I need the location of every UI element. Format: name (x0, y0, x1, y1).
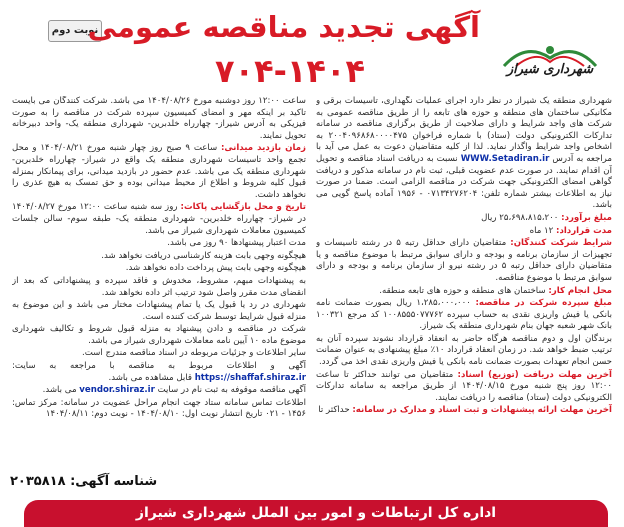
submit-text: حداکثر تا (318, 405, 350, 416)
submit-paragraph (316, 405, 612, 417)
ad-identifier-value: ۲۰۳۵۸۱۸ (10, 474, 66, 489)
page-title: آگهی تجدید مناقصه عمومی (87, 10, 480, 44)
location-label: محل انجام کار: (548, 285, 612, 296)
note-invalid-bids: به پیشنهادات مبهم، مشروط، مخدوش و فاقد سپرده و پیشنهاداتی که بعد از انقضای مدت مقرر واصل شود ترتیب اثر داده نخواهد شد. (12, 275, 306, 298)
visit-paragraph (12, 143, 306, 201)
note-vendor-tail: می باشد. (42, 385, 77, 396)
submit-label: آخرین مهلت ارائه پیشنهادات و ثبت اسناد و مدارک در سامانه: (352, 405, 612, 416)
note-vendor (12, 385, 306, 397)
duration-label: مدت قرارداد: (556, 225, 612, 236)
second-round-badge: نوبت دوم (48, 20, 102, 42)
contact-paragraph: اطلاعات تماس سامانه ستاد جهت انجام مراحل عضویت در سامانه: مرکز تماس: ۱۴۵۶ - ۰۲۱ تاریخ انتشار نوبت اول: ۱۴۰۴/۰۸/۱۰ - نوبت دوم: ۱۴۰۴/۰۸/۱۱ (12, 397, 306, 420)
guarantee-text: ۱،۲۸۵،۰۰۰،۰۰۰ ریال بصورت ضمانت نامه بانکی یا فیش واریزی نقدی به حساب سپرده ۱۰۰۸۵۵۵۰۷۷۷۶۲ کد مرجع ۱۰۰۳۲۱ بانک شهر شعبه جهان بنام شهرداری منطقه یک شیراز. (316, 298, 612, 332)
visit-label: زمان بازدید میدانی: (221, 143, 306, 154)
note-validity: مدت اعتبار پیشنهادها ۹۰ روز می باشد. (167, 238, 306, 249)
budget-value: ۲۵،۶۹۸،۸۱۵،۲۰۰ ریال (481, 212, 559, 223)
submit-continuation: ساعت ۱۲:۰۰ روز دوشنبه مورخ ۱۴۰۴/۰۸/۲۶ می باشد. شرکت کنندگان می بایست تاکید بر اینکه مهر و امضای کمیسیون سپرده شرکت در مناقصه را به صورت فیزیکی به آدرس شیراز- چهارراه خلدبرین- شهرداری منطقه یک- واحد دبیرخانه تحویل نمایند. (12, 96, 306, 141)
budget-label: مبلغ برآورد: (561, 212, 612, 223)
visit-text: ساعت ۹ صبح روز چهار شنبه مورخ ۱۴۰۴/۰۸/۲۱ و محل تجمع واحد تاسیسات شهرداری منطقه یک واقع در شیراز- چهارراه خلدبرین- شهرداری منطقه یک می باشد. عدم حضور در بازدید میدانی، برای پیمانکار بمنزله قبول کلیه شروط و اطلاع از محیط میدانی بوده و حق تمسک به هیچ عذری را نخواهد داشت. (12, 143, 306, 200)
note-municipality-rights: شهرداری در رد یا قبول یک یا تمام پیشنهادات مختار می باشد و این موضوع به منزله قبول شرایط توسط شرکت کننده است. (12, 300, 306, 322)
note-prepayment: هیچگونه وجهی بابت پیش پرداخت داده نخواهد شد. (125, 263, 306, 274)
note-vendor-label: آگهی مناقصه موقوفه به ثبت نام در سایت (157, 385, 306, 396)
opening-paragraph (12, 202, 306, 237)
footer-text: اداره کل ارتباطات و امور بین الملل شهرداری شیراز (135, 505, 497, 521)
tender-number: ۷۰۴-۱۴۰۴ (215, 52, 365, 90)
guarantee-paragraph (316, 298, 612, 333)
shaffaf-link[interactable]: https://shaffaf.shiraz.ir (194, 372, 306, 383)
note-other-info: سایر اطلاعات و جزئیات مربوطه در اسناد مناقصه مندرج است. (82, 348, 306, 359)
deadline-paragraph (316, 370, 612, 405)
intro-text-2: نسبت به دریافت اسناد مناقصه و تحویل آن اقدام نمایند. در صورت عدم عضویت قبلی، ثبت نام در سامانه مذکور و دریافت گواهی امضای الکترونیکی جهت شرکت در مناقصه الزامی است. ضمنا در صورت نیاز به اطلاعات بیشتر شماره تلفن: ۰۷۱۳۴۲۷۶۲۰۴ - ۱۹۵۶ آماده پاسخ گویی می باشد. (316, 153, 612, 211)
header (0, 0, 624, 94)
setad-website-link[interactable]: WWW.Setadiran.ir (460, 153, 550, 164)
budget-line (316, 213, 612, 225)
conditions-text: متقاضیان دارای حداقل رتبه ۵ در رشته تاسیسات و تجهیزات از سازمان برنامه و بودجه و دارای سوابق مرتبط با موضوع مناقصه و یا متقاضیان دارای حداقل رتبه ۵ در رشته نیرو از سازمان برنامه و بودجه و دارای سوابق مرتبط با موضوع مناقصه. (316, 238, 612, 283)
guarantee-label: مبلغ سپرده شرکت در مناقصه: (475, 298, 612, 309)
deadline-text: متقاضیان می توانند حداکثر تا ساعت ۱۲:۰۰ روز پنج شنبه مورخ ۱۴۰۴/۰۸/۱۵ از طریق مراجعه به سامانه تدارکات الکترونیکی دولت (ستاد) مناقصه را دریافت نمایند. (316, 369, 612, 403)
duration-line (316, 226, 612, 238)
logo-caption: شهرداری شیراز (506, 62, 594, 77)
right-column (316, 96, 612, 494)
terms-paragraph: برندگان اول و دوم مناقصه هرگاه حاضر به انعقاد قرارداد نشوند سپرده آنان به ترتیب ضبط خواهد شد. در زمان انعقاد قرارداد ۱۰٪ مبلغ پیشنهادی به عنوان ضمانت حسن انجام تعهدات بصورت ضمانت نامه بانکی یا فیش واریزی نقدی اخذ می گردد. (316, 333, 612, 368)
note-acceptance: شرکت در مناقصه و دادن پیشنهاد به منزله قبول شروط و تکالیف شهرداری موضوع ماده ۱۰ آیین نامه معاملات شهرداری شیراز می باشد. (12, 324, 306, 346)
opening-label: تاریخ و محل بازگشایی پاکات: (180, 202, 306, 213)
ad-identifier-label: شناسه آگهی: (70, 474, 158, 489)
intro-paragraph (316, 96, 612, 212)
intro-text: شهرداری منطقه یک شیراز در نظر دارد اجرای عملیات نگهداری، تاسیسات برقی و مکانیکی ساختمان های منطقه و حوزه های تابعه را از طریق مناقصه عمومی به شرکت های واجد شرایط و دارای صلاحیت از طریق برگزاری مناقصه در سامانه تدارکات الکترونیکی دولت (ستاد) با شماره فراخوان ۲۰۰۴۰۹۶۸۶۸۰۰۰۰۴۷۵ به اشخاص واجد شرایط واگذار نماید. لذا از کلیه متقاضیان دعوت به عمل می آید با مراجعه به آدرس (316, 96, 612, 164)
note-shaffaf-label: آگهی و اطلاعات مربوط به مناقصه با مراجعه به سایت: (12, 361, 306, 372)
deadline-label: آخرین مهلت دریافت (توزیع) اسناد: (457, 369, 612, 380)
opening-text: روز سه شنبه ساعت ۱۲:۰۰ مورخ ۱۴۰۴/۰۸/۲۷ در شیراز- چهارراه خلدبرین- شهرداری منطقه یک- طبقه سوم- سالن جلسات کمیسیون معاملات شهرداری شیراز می باشد. (12, 202, 306, 236)
footer-banner (24, 500, 608, 527)
conditions-paragraph (316, 238, 612, 284)
duration-value: ۱۲ ماه (529, 225, 554, 236)
conditions-label: شرایط شرکت کنندگان: (510, 238, 612, 249)
left-column (12, 96, 306, 468)
vendor-link[interactable]: vendor.shiraz.ir (79, 385, 155, 396)
ad-identifier (10, 474, 210, 496)
note-shaffaf (12, 361, 306, 384)
note-expert-fee: هیچگونه وجهی بابت هزینه کارشناسی دریافت نخواهد شد. (101, 250, 306, 261)
location-text: ساختمان های منطقه و حوزه های تابعه منطقه. (379, 285, 546, 296)
location-paragraph (316, 286, 612, 298)
note-shaffaf-tail: قابل مشاهده می باشد. (108, 372, 192, 383)
